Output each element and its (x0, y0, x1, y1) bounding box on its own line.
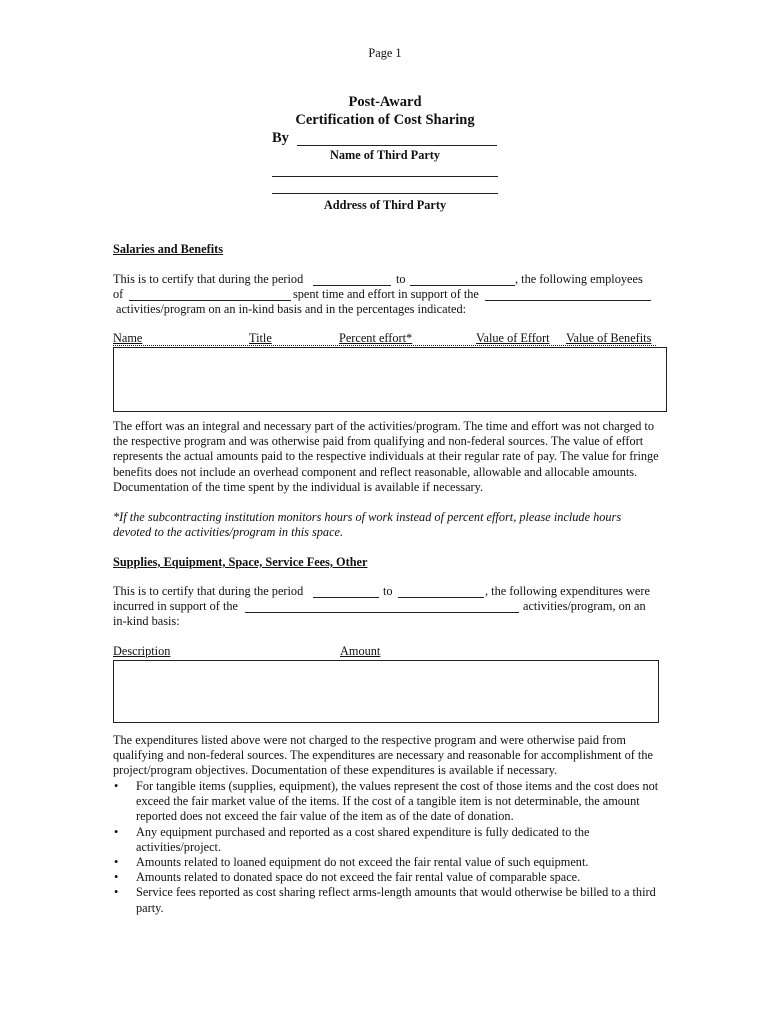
salaries-intro-period-text: This is to certify that during the period (113, 272, 304, 286)
salaries-period-start-field[interactable] (313, 285, 391, 286)
salaries-intro-of-text: of (113, 287, 124, 301)
supplies-intro-to-text: to (383, 584, 393, 598)
third-party-address-line-1[interactable] (272, 176, 498, 177)
salaries-header-rule (113, 345, 656, 346)
third-party-name-field[interactable] (297, 145, 497, 146)
supplies-intro-basis-text: in-kind basis: (113, 614, 180, 628)
effort-paragraph: The effort was an integral and necessary part of the activities/program. The time and effort was not charged to the respective program and was otherwise paid from qualifying and non-federal sources. The value of effort represents the actual amounts paid to the respective individuals at their regular rate of pay. The value for fringe benefits does not include an overhead component and reflect reasonable, allowable and allocable amounts. Documentation of the time spent by the individual is available if necessary. (113, 419, 659, 494)
list-item: • Service fees reported as cost sharing reflect arms-length amounts that would otherwise be billed to a third party. (113, 885, 661, 915)
column-value-of-effort: Value of Effort (476, 331, 550, 345)
column-amount: Amount (340, 644, 381, 658)
column-percent-effort: Percent effort* (339, 331, 413, 345)
supplies-period-start-field[interactable] (313, 597, 379, 598)
column-description: Description (113, 644, 171, 658)
address-of-third-party-caption: Address of Third Party (323, 198, 447, 212)
supplies-intro-support-text: incurred in support of the (113, 599, 238, 613)
list-item: • Any equipment purchased and reported as a cost shared expenditure is fully dedicated to the activities/project. (113, 825, 661, 855)
supplies-period-end-field[interactable] (398, 597, 484, 598)
salaries-intro-employees-text: , the following employees (515, 272, 643, 286)
salaries-institution-field[interactable] (129, 300, 291, 301)
certification-bullet-list (113, 779, 661, 916)
list-item: • Amounts related to loaned equipment do not exceed the fair rental value of such equipment. (113, 855, 661, 870)
supplies-entry-box[interactable] (113, 660, 659, 723)
by-label: By (272, 130, 289, 146)
salaries-intro-basis-text: activities/program on an in-kind basis and in the percentages indicated: (116, 302, 467, 316)
supplies-intro-activities-text: activities/program, on an (523, 599, 646, 613)
supplies-intro-period-text: This is to certify that during the period (113, 584, 304, 598)
hours-footnote: *If the subcontracting institution monitors hours of work instead of percent effort, please include hours devoted to the activities/program in this space. (113, 510, 622, 540)
column-name: Name (113, 331, 143, 345)
list-item: • Amounts related to donated space do not exceed the fair rental value of comparable space. (113, 870, 661, 885)
salaries-entry-box[interactable] (113, 347, 667, 412)
salaries-program-field[interactable] (485, 300, 651, 301)
name-of-third-party-caption: Name of Third Party (329, 148, 441, 162)
third-party-address-line-2[interactable] (272, 193, 498, 194)
page-number: Page 1 (368, 46, 402, 60)
salaries-heading: Salaries and Benefits (113, 242, 223, 256)
list-item: • For tangible items (supplies, equipment), the values represent the cost of those items and the cost does not exceed the fair market value of the items. If the cost of a tangible item is not determinable, the amount reported does not exceed the fair value of the item as of the date of donation. (113, 779, 661, 825)
supplies-heading: Supplies, Equipment, Space, Service Fees, Other (113, 555, 368, 569)
salaries-period-end-field[interactable] (410, 285, 515, 286)
supplies-intro-expenditures-text: , the following expenditures were (485, 584, 650, 598)
title-line-1: Post-Award (348, 94, 422, 110)
expenditures-paragraph: The expenditures listed above were not charged to the respective program and were otherwise paid from qualifying and non-federal sources. The expenditures are necessary and reasonable for accomplishment of the project/program objectives. Documentation of these expenditures is available if necessary. (113, 733, 653, 778)
column-title: Title (249, 331, 272, 345)
salaries-intro-support-text: spent time and effort in support of the (293, 287, 479, 301)
title-line-2: Certification of Cost Sharing (295, 112, 475, 128)
salaries-intro-to-text: to (396, 272, 406, 286)
supplies-program-field[interactable] (245, 612, 519, 613)
column-value-of-benefits: Value of Benefits (566, 331, 652, 345)
